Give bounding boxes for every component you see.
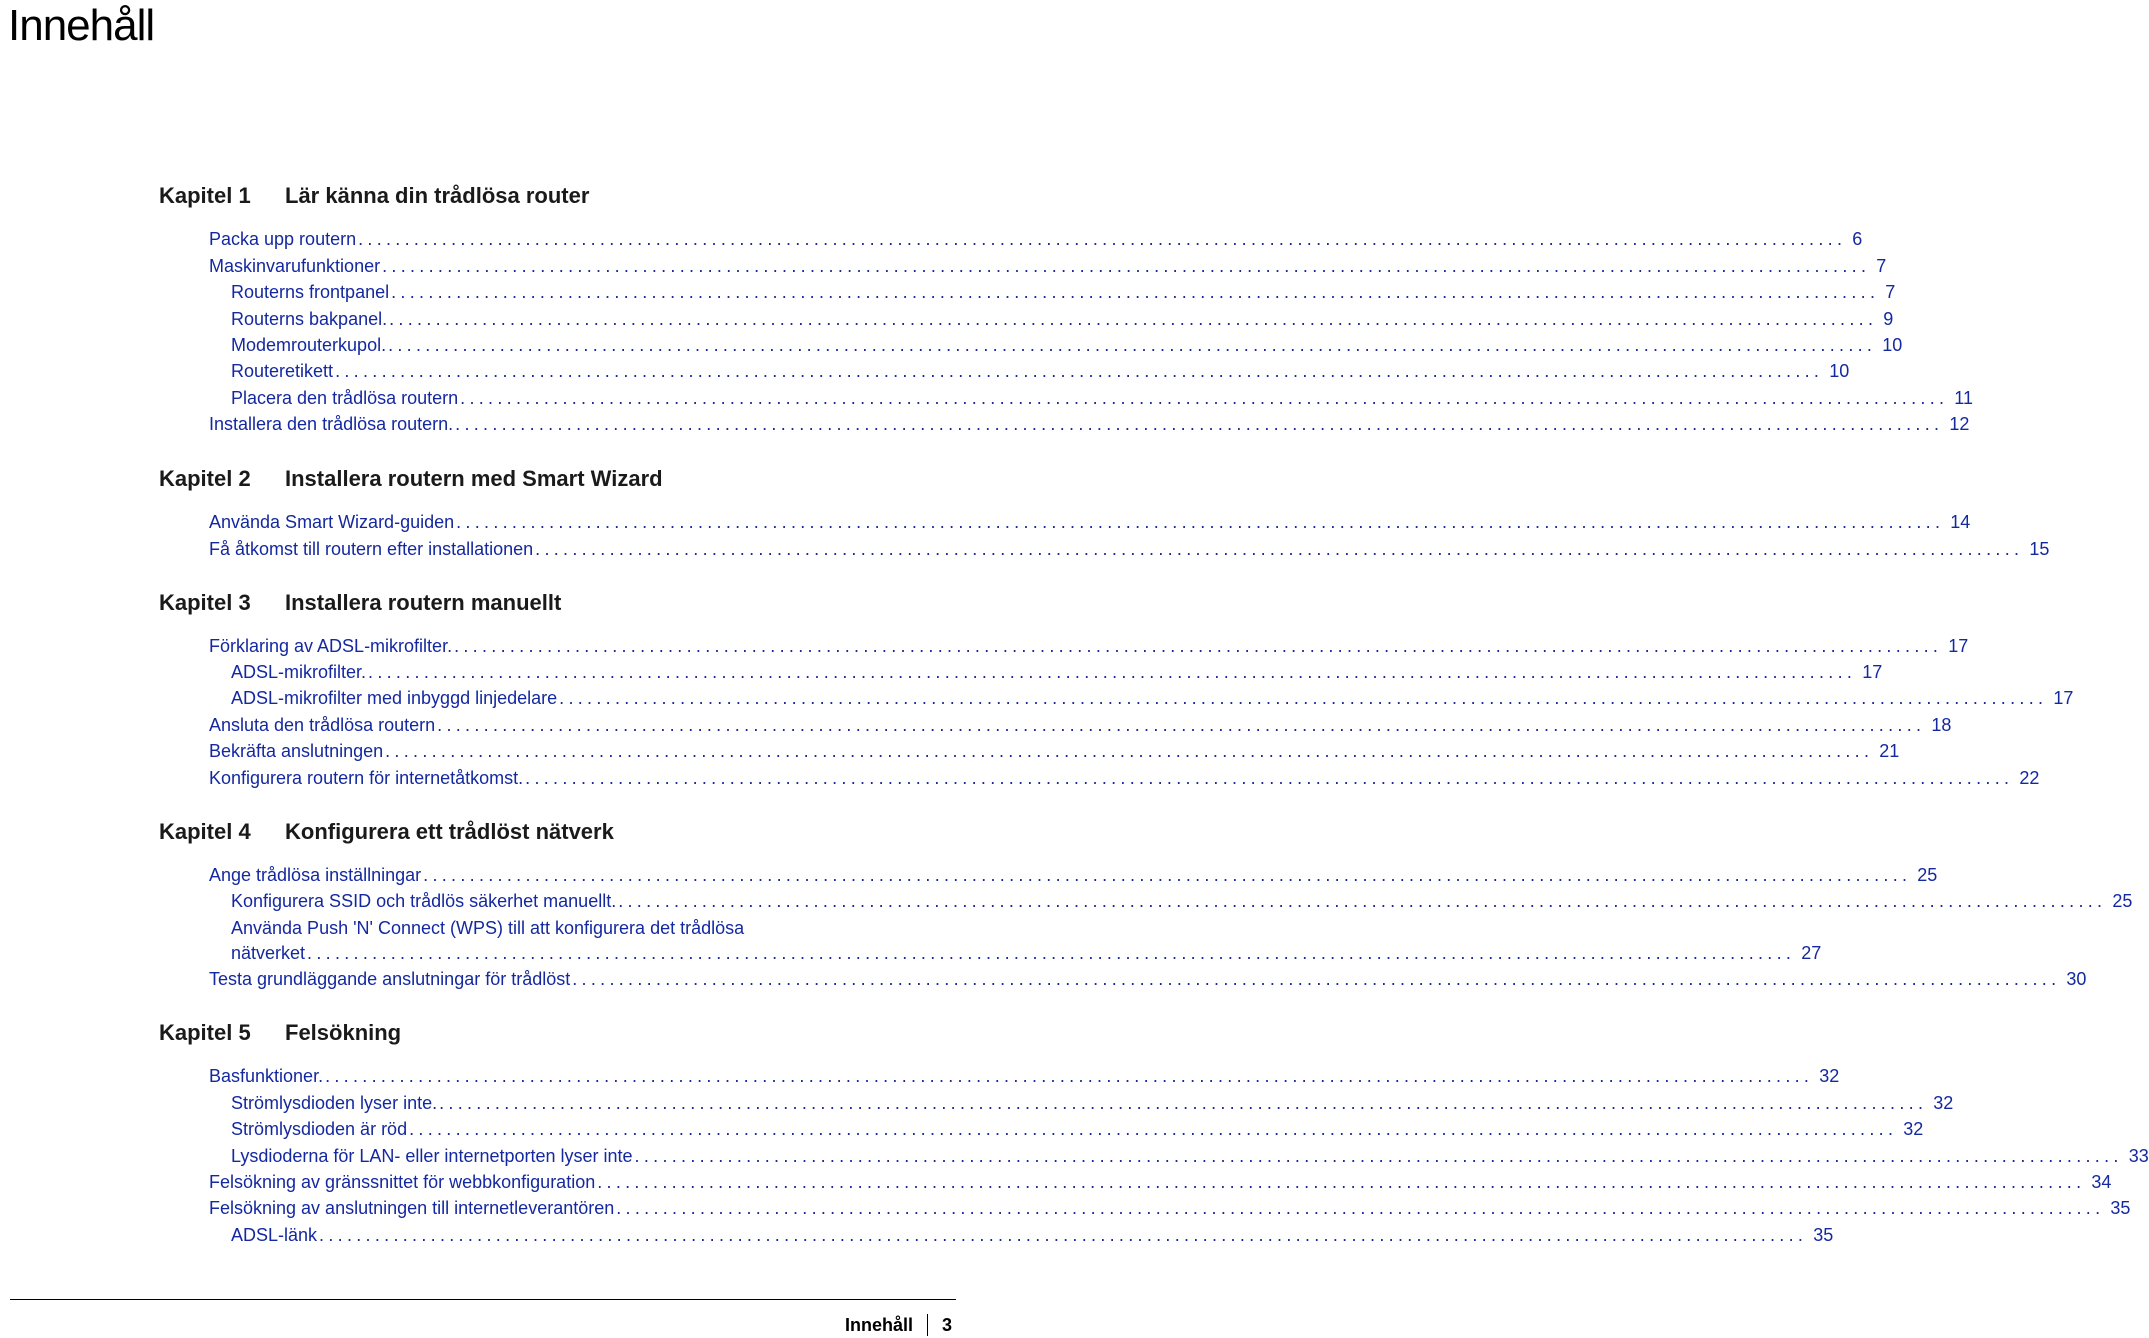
toc-entry-title: ADSL-mikrofilter med inbyggd linjedelare bbox=[231, 688, 558, 708]
dot-leader: ................................................................................................................................................................ bbox=[616, 1198, 2105, 1218]
toc-entry[interactable] bbox=[209, 1064, 1840, 1088]
toc-subentry[interactable] bbox=[231, 686, 2074, 710]
toc-subentry[interactable] bbox=[231, 307, 1894, 331]
toc-subentry[interactable] bbox=[231, 359, 1850, 383]
toc-entry-title: ADSL-länk bbox=[231, 1225, 318, 1245]
toc-entry-title: Strömlysdioden är röd bbox=[231, 1119, 408, 1139]
dot-leader: ................................................................................................................................................................ bbox=[389, 309, 1878, 329]
toc-entry[interactable] bbox=[209, 227, 1863, 251]
dot-leader: ................................................................................................................................................................ bbox=[409, 1119, 1898, 1139]
toc-entry-page: 10 bbox=[1882, 335, 1903, 355]
toc-entry-title: Konfigurera SSID och trådlös säkerhet manuellt. bbox=[231, 891, 617, 911]
footer-page-number: 3 bbox=[941, 1315, 952, 1335]
toc-entry-title: nätverket bbox=[231, 943, 306, 963]
dot-leader: ................................................................................................................................................................ bbox=[597, 1172, 2086, 1192]
chapter-title: Lär känna din trådlösa router bbox=[285, 183, 590, 208]
chapter-number: Kapitel 2 bbox=[159, 466, 251, 491]
dot-leader: ................................................................................................................................................................ bbox=[335, 361, 1824, 381]
dot-leader: ................................................................................................................................................................ bbox=[382, 256, 1871, 276]
dot-leader: ................................................................................................................................................................ bbox=[437, 715, 1926, 735]
dot-leader: ................................................................................................................................................................ bbox=[456, 512, 1945, 532]
toc-entry-title: Bekräfta anslutningen bbox=[209, 741, 384, 761]
toc-subentry[interactable] bbox=[231, 660, 1883, 684]
dot-leader: ................................................................................................................................................................ bbox=[325, 1066, 1814, 1086]
toc-entry[interactable] bbox=[209, 967, 2087, 991]
toc-entry-page: 15 bbox=[2029, 539, 2050, 559]
dot-leader: ................................................................................................................................................................ bbox=[388, 335, 1877, 355]
toc-entry-page: 14 bbox=[1950, 512, 1971, 532]
dot-leader: ................................................................................................................................................................ bbox=[535, 539, 2024, 559]
dot-leader: ................................................................................................................................................................ bbox=[634, 1146, 2123, 1166]
footer-divider bbox=[10, 1299, 956, 1300]
dot-leader: ................................................................................................................................................................ bbox=[319, 1225, 1808, 1245]
toc-entry-title: Modemrouterkupol. bbox=[231, 335, 387, 355]
toc-entry-page: 9 bbox=[1883, 309, 1894, 329]
toc-entry-title: Packa upp routern bbox=[209, 229, 357, 249]
chapter-title: Installera routern med Smart Wizard bbox=[285, 466, 663, 491]
toc-entry-title: Testa grundläggande anslutningar för trådlöst bbox=[209, 969, 571, 989]
chapter-title: Konfigurera ett trådlöst nätverk bbox=[285, 819, 614, 844]
chapter-number: Kapitel 1 bbox=[159, 183, 251, 208]
toc-entry[interactable] bbox=[209, 1196, 2131, 1220]
toc-entry-title: Använda Smart Wizard-guiden bbox=[209, 512, 455, 532]
toc-entry-page: 7 bbox=[1885, 282, 1896, 302]
page-title: Innehåll bbox=[8, 1, 155, 50]
toc-entry[interactable] bbox=[209, 766, 2040, 790]
toc-entry-page: 34 bbox=[2091, 1172, 2112, 1192]
toc-entry-title: Routerns bakpanel. bbox=[231, 309, 388, 329]
footer-section-label: Innehåll bbox=[844, 1315, 913, 1335]
toc-entry-title: ADSL-mikrofilter. bbox=[231, 662, 367, 682]
toc-entry-title: Routeretikett bbox=[231, 361, 334, 381]
chapter-number: Kapitel 4 bbox=[159, 819, 251, 844]
toc-entry-page: 7 bbox=[1876, 256, 1887, 276]
toc-entry-page: 32 bbox=[1903, 1119, 1924, 1139]
toc-entry-title: Felsökning av gränssnittet för webbkonfiguration bbox=[209, 1172, 596, 1192]
toc-entry-title: Basfunktioner. bbox=[209, 1066, 324, 1086]
toc-entry[interactable] bbox=[209, 510, 1971, 534]
toc-entry[interactable] bbox=[209, 863, 1938, 887]
toc-entry[interactable] bbox=[209, 1170, 2112, 1194]
chapter-number: Kapitel 5 bbox=[159, 1020, 251, 1045]
dot-leader: ................................................................................................................................................................ bbox=[368, 662, 1857, 682]
toc-entry[interactable] bbox=[209, 739, 1900, 763]
toc-subentry[interactable] bbox=[231, 333, 1903, 357]
dot-leader: ................................................................................................................................................................ bbox=[618, 891, 2107, 911]
toc-entry[interactable] bbox=[209, 412, 1970, 436]
dot-leader: ................................................................................................................................................................ bbox=[307, 943, 1796, 963]
footer-separator bbox=[927, 1314, 928, 1336]
toc-entry-title: Strömlysdioden lyser inte. bbox=[231, 1093, 438, 1113]
toc-subentry[interactable] bbox=[231, 1223, 1834, 1247]
toc-entry-page: 21 bbox=[1879, 741, 1900, 761]
toc-entry-title: Routerns frontpanel bbox=[231, 282, 390, 302]
toc-entry-title: Få åtkomst till routern efter installationen bbox=[209, 539, 534, 559]
toc-entry-page: 11 bbox=[1954, 388, 1973, 408]
toc-entry-page: 33 bbox=[2128, 1146, 2149, 1166]
toc-entry-title: Ansluta den trådlösa routern bbox=[209, 715, 436, 735]
toc-entry-page: 22 bbox=[2019, 768, 2040, 788]
dot-leader: ................................................................................................................................................................ bbox=[385, 741, 1874, 761]
toc-subentry[interactable] bbox=[231, 1144, 2149, 1168]
toc-entry-page: 30 bbox=[2066, 969, 2087, 989]
chapter-title: Installera routern manuellt bbox=[285, 590, 562, 615]
dot-leader: ................................................................................................................................................................ bbox=[439, 1093, 1928, 1113]
chapter-number: Kapitel 3 bbox=[159, 590, 251, 615]
toc-entry-page: 17 bbox=[1862, 662, 1883, 682]
toc-entry-page: 35 bbox=[1813, 1225, 1834, 1245]
toc-entry-page: 35 bbox=[2110, 1198, 2131, 1218]
chapter-title: Felsökning bbox=[285, 1020, 402, 1045]
dot-leader: ................................................................................................................................................................ bbox=[455, 414, 1944, 434]
toc-subentry[interactable] bbox=[231, 280, 1896, 304]
toc-entry-page: 6 bbox=[1852, 229, 1863, 249]
toc-entry-page: 17 bbox=[1948, 636, 1969, 656]
toc-entry-page: 25 bbox=[1917, 865, 1938, 885]
dot-leader: ................................................................................................................................................................ bbox=[454, 636, 1943, 656]
toc-entry-title: Ange trådlösa inställningar bbox=[209, 865, 422, 885]
toc-subentry[interactable] bbox=[231, 941, 1822, 965]
dot-leader: ................................................................................................................................................................ bbox=[525, 768, 2014, 788]
toc-entry-page: 32 bbox=[1933, 1093, 1954, 1113]
toc-subentry[interactable] bbox=[231, 386, 1973, 410]
toc-entry-page: 27 bbox=[1801, 943, 1822, 963]
toc-entry-title: Felsökning av anslutningen till internetleverantören bbox=[209, 1198, 615, 1218]
toc-entry-page: 32 bbox=[1819, 1066, 1840, 1086]
dot-leader: ................................................................................................................................................................ bbox=[460, 388, 1949, 408]
toc-entry-title: Placera den trådlösa routern bbox=[231, 388, 459, 408]
toc-entry-title: Konfigurera routern för internetåtkomst. bbox=[209, 768, 524, 788]
toc-entry[interactable] bbox=[209, 713, 1952, 737]
toc-entry[interactable] bbox=[209, 634, 1969, 658]
toc-subentry[interactable] bbox=[231, 1117, 1924, 1141]
toc-entry[interactable] bbox=[209, 254, 1887, 278]
toc-entry-page: 17 bbox=[2053, 688, 2074, 708]
toc-entry-title: Lysdioderna för LAN- eller internetporten lyser inte bbox=[231, 1146, 633, 1166]
toc-entry-page: 10 bbox=[1829, 361, 1850, 381]
toc-entry-title-line1[interactable]: Använda Push 'N' Connect (WPS) till att konfigurera det trådlösa bbox=[231, 918, 745, 938]
toc-entry-page: 25 bbox=[2112, 891, 2133, 911]
toc-entry-title: Installera den trådlösa routern. bbox=[209, 414, 454, 434]
toc-entry-title: Förklaring av ADSL-mikrofilter. bbox=[209, 636, 453, 656]
toc-entry-page: 18 bbox=[1931, 715, 1952, 735]
toc-entry-page: 12 bbox=[1949, 414, 1970, 434]
toc-subentry[interactable] bbox=[231, 1091, 1954, 1115]
dot-leader: ................................................................................................................................................................ bbox=[358, 229, 1847, 249]
toc-subentry[interactable] bbox=[231, 889, 2133, 913]
toc-entry[interactable] bbox=[209, 537, 2050, 561]
dot-leader: ................................................................................................................................................................ bbox=[423, 865, 1912, 885]
page-footer bbox=[845, 1312, 952, 1338]
toc-entry-title: Maskinvarufunktioner bbox=[209, 256, 381, 276]
dot-leader: ................................................................................................................................................................ bbox=[391, 282, 1880, 302]
dot-leader: ................................................................................................................................................................ bbox=[572, 969, 2061, 989]
dot-leader: ................................................................................................................................................................ bbox=[559, 688, 2048, 708]
